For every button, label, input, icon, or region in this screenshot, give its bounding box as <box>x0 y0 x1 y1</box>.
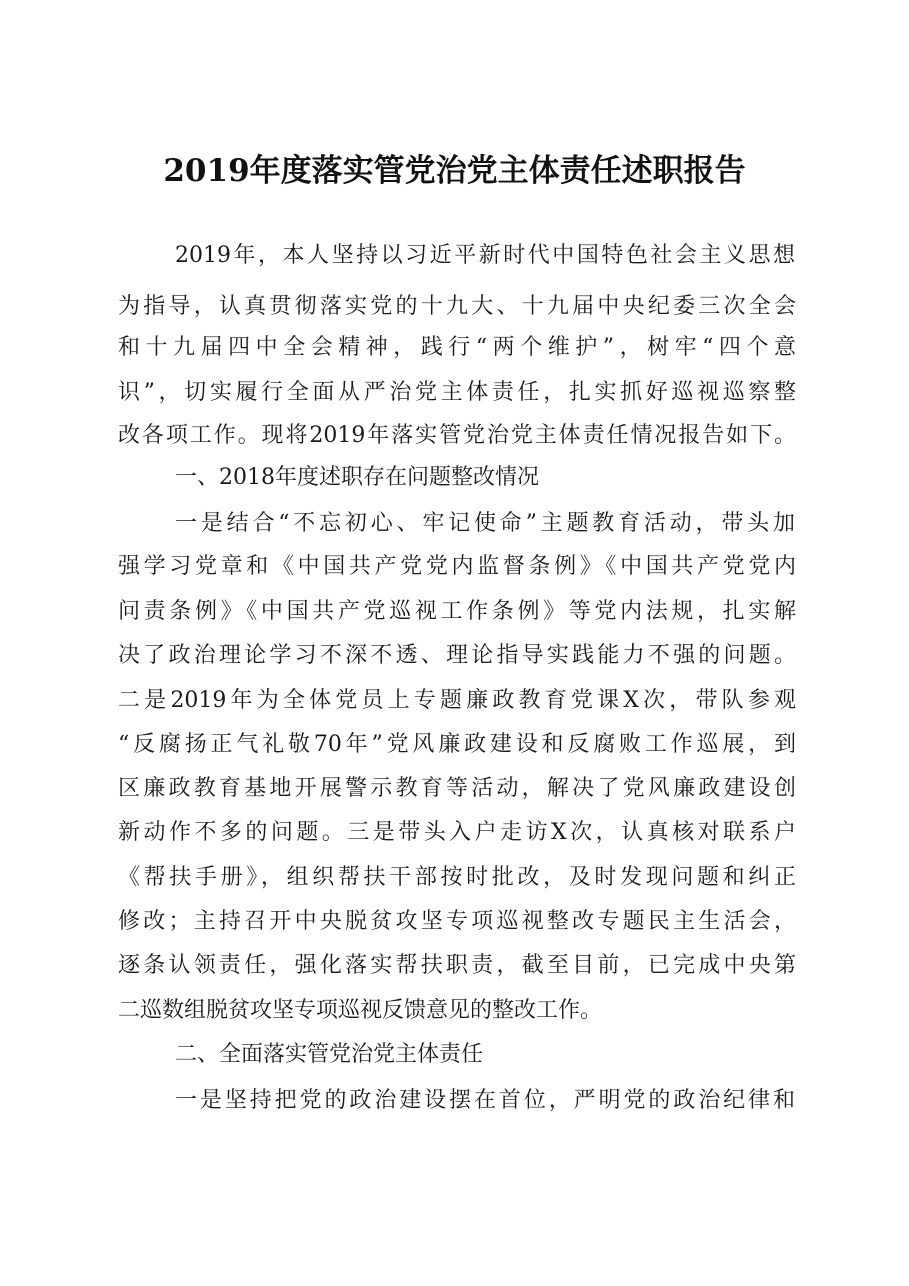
text-line: 为指导，认真贯彻落实党的十九大、十九届中央纪委三次全会 <box>118 294 796 319</box>
text-line: 区廉政教育基地开展警示教育等活动，解决了党风廉政建设创 <box>118 776 796 801</box>
text-line: 一是坚持把党的政治建设摆在首位，严明党的政治纪律和 <box>175 1088 795 1113</box>
text-line: 《帮扶手册》，组织帮扶干部按时批改，及时发现问题和纠正 <box>118 865 796 890</box>
text-line: 和十九届四中全会精神，践行“两个维护”，树牢“四个意 <box>118 335 796 360</box>
text-line: 识”，切实履行全面从严治党主体责任，扎实抓好巡视巡察整 <box>118 380 796 405</box>
text-line: 强学习党章和《中国共产党党内监督条例》《中国共产党党内 <box>118 554 796 579</box>
text-line: 二巡数组脱贫攻坚专项巡视反馈意见的整改工作。 <box>118 998 603 1023</box>
text-line: 问责条例》《中国共产党巡视工作条例》等党内法规，扎实解 <box>118 599 796 624</box>
text-line: 一是结合“不忘初心、牢记使命”主题教育活动，带头加 <box>175 511 795 536</box>
text-line: 新动作不多的问题。三是带头入户走访X次，认真核对联系户 <box>118 820 796 845</box>
text-line: 决了政治理论学习不深不透、理论指导实践能力不强的问题。 <box>118 643 796 668</box>
text-line: 二是2019年为全体党员上专题廉政教育党课X次，带队参观 <box>118 688 796 713</box>
section-heading: 一、2018年度述职存在问题整改情况 <box>175 465 539 490</box>
text-line: 逐条认领责任，强化落实帮扶职责，截至目前，已完成中央第 <box>118 953 796 978</box>
text-line: 2019年，本人坚持以习近平新时代中国特色社会主义思想 <box>175 243 795 268</box>
text-line: 改各项工作。现将2019年落实管党治党主体责任情况报告如下。 <box>118 423 796 448</box>
text-line: “反腐扬正气礼敬70年”党风廉政建设和反腐败工作巡展，到 <box>118 732 796 757</box>
document-title: 2019年度落实管党治党主体责任述职报告 <box>163 153 746 189</box>
text-line: 修改；主持召开中央脱贫攻坚专项巡视整改专题民主生活会， <box>118 909 796 934</box>
section-heading: 二、全面落实管党治党主体责任 <box>175 1042 484 1067</box>
